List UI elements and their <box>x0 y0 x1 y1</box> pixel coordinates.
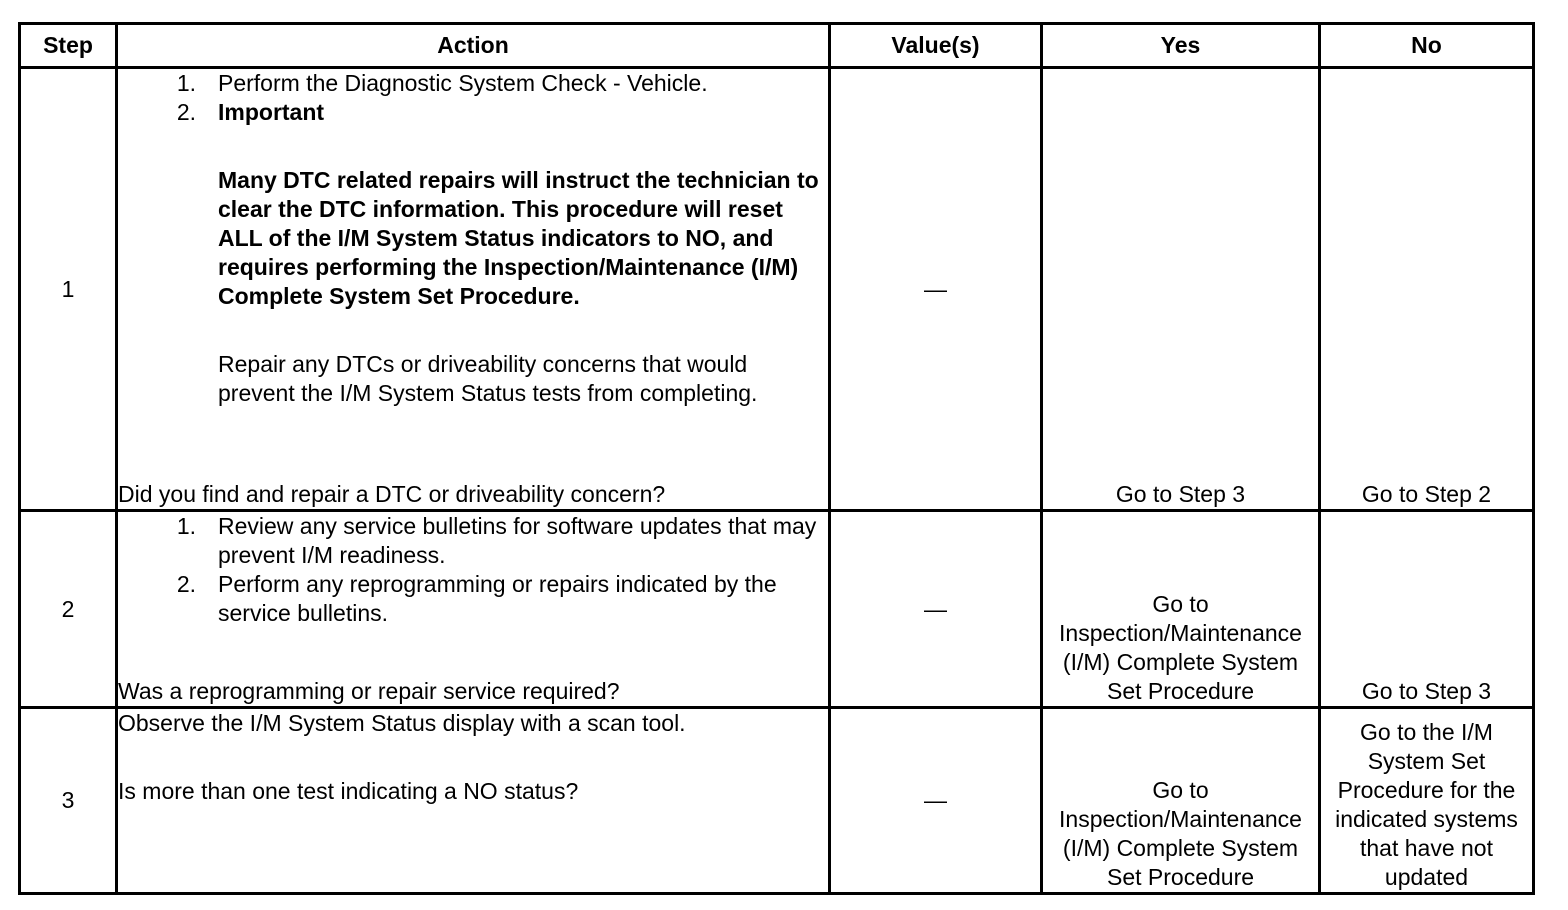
list-text: Perform the Diagnostic System Check - Vehicle. <box>218 70 708 96</box>
list-item <box>118 512 828 570</box>
question-text: Was a reprogramming or repair service required? <box>118 678 620 704</box>
list-number: 2. <box>176 99 196 125</box>
step-number: 1 <box>20 68 117 511</box>
header-row <box>20 24 1534 68</box>
list-number: 1. <box>176 513 196 539</box>
yes-cell: Go to Inspection/Maintenance (I/M) Complete System Set Procedure <box>1042 511 1320 708</box>
no-cell: Go to Step 2 <box>1320 68 1534 511</box>
action-cell <box>117 708 830 894</box>
table-row <box>20 511 1534 708</box>
header-yes: Yes <box>1042 24 1320 68</box>
action-cell <box>117 68 830 511</box>
value-cell: — <box>830 68 1042 511</box>
header-no: No <box>1320 24 1534 68</box>
yes-cell: Go to Step 3 <box>1042 68 1320 511</box>
list-number: 1. <box>176 70 196 96</box>
action-cell <box>117 511 830 708</box>
header-step: Step <box>20 24 117 68</box>
list-number: 2. <box>176 571 196 597</box>
important-note: Many DTC related repairs will instruct the technician to clear the DTC information. This procedure will reset ALL of the I/M System Status indicators to NO, and requires performing the Inspection/Maintenance (I/M) Complete System Set Procedure. <box>218 167 819 309</box>
list-text: Perform any reprogramming or repairs indicated by the service bulletins. <box>218 571 777 626</box>
list-item <box>118 98 828 127</box>
value-cell: — <box>830 511 1042 708</box>
list-item <box>118 570 828 628</box>
action-steps <box>118 512 828 628</box>
list-text: Review any service bulletins for software updates that may prevent I/M readiness. <box>218 513 817 568</box>
important-heading: Important <box>218 99 325 125</box>
step-number: 3 <box>20 708 117 894</box>
question-text: Did you find and repair a DTC or driveability concern? <box>118 481 666 507</box>
yes-cell: Go to Inspection/Maintenance (I/M) Complete System Set Procedure <box>1042 708 1320 894</box>
repair-instruction: Repair any DTCs or driveability concerns that would prevent the I/M System Status tests from completing. <box>218 351 758 406</box>
no-cell: Go to the I/M System Set Procedure for the indicated systems that have not updated <box>1320 708 1534 894</box>
value-cell: — <box>830 708 1042 894</box>
no-cell: Go to Step 3 <box>1320 511 1534 708</box>
step-number: 2 <box>20 511 117 708</box>
question-text: Is more than one test indicating a NO status? <box>118 778 579 804</box>
diagnostic-table <box>18 22 1535 895</box>
table-row <box>20 708 1534 894</box>
instruction-text: Observe the I/M System Status display with a scan tool. <box>118 710 686 736</box>
header-action: Action <box>117 24 830 68</box>
action-steps <box>118 69 828 408</box>
table-row <box>20 68 1534 511</box>
list-item <box>118 69 828 98</box>
header-values: Value(s) <box>830 24 1042 68</box>
